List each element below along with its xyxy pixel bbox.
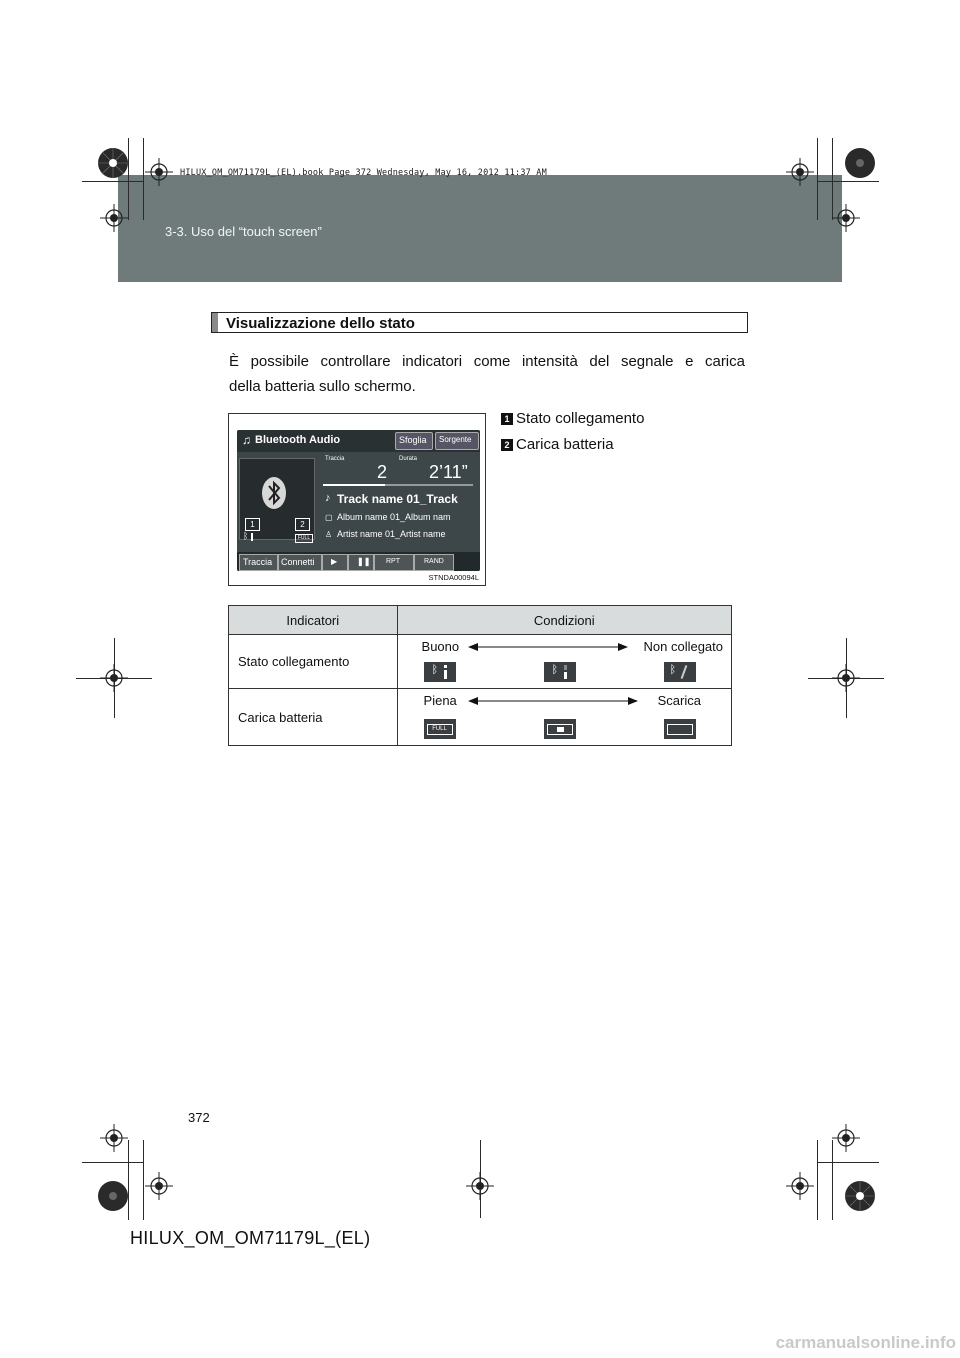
browse-button[interactable]: Sfoglia (395, 432, 433, 450)
play-icon: ▶ (331, 557, 338, 566)
intro-line-1: È possibile controllare indicatori come intensità del segnale e carica (229, 353, 745, 370)
music-note-icon: ♫ (242, 433, 251, 447)
registration-crosshair-icon (100, 204, 128, 232)
section-title-box (211, 312, 748, 333)
registration-crosshair-icon (786, 158, 814, 186)
crop-line (143, 1140, 144, 1220)
legend-label: Carica batteria (516, 436, 614, 453)
table-row (229, 635, 732, 689)
not-connected-icon: ᛒ (664, 662, 696, 682)
random-button[interactable]: RAND (414, 554, 454, 571)
album-icon: ▢ (325, 513, 333, 522)
bluetooth-small-icon: ᛒ (243, 531, 249, 541)
legend-item-1 (501, 410, 644, 427)
crop-line (817, 138, 818, 220)
scale-right-label: Non collegato (643, 639, 723, 654)
screen-figure (228, 413, 486, 586)
registration-crosshair-icon (832, 204, 860, 232)
track-duration: 2’11” (429, 462, 468, 482)
page-number: 372 (188, 1110, 210, 1125)
watermark-text: carmanualsonline.info (775, 1333, 956, 1352)
section-title-accent-bar (212, 313, 218, 332)
legend-label: Stato collegamento (516, 410, 645, 427)
play-button[interactable] (322, 554, 348, 571)
legend-item-2 (501, 436, 614, 453)
section-label: 3-3. Uso del “touch screen” (165, 224, 322, 239)
battery-empty-icon (664, 719, 696, 739)
artist-icon: ♙ (325, 530, 333, 539)
repeat-button[interactable]: RPT (374, 554, 414, 571)
footer-code: HILUX_OM_OM71179L_(EL) (130, 1228, 371, 1248)
crop-line (143, 138, 144, 220)
registration-crosshair-icon (145, 1172, 173, 1200)
signal-bars-icon (251, 533, 253, 541)
connect-button[interactable]: Connetti (278, 554, 322, 571)
bluetooth-audio-screen (237, 430, 480, 571)
crop-line (832, 1140, 833, 1220)
note-icon: ♪ (325, 492, 331, 504)
battery-full-icon: FULL (295, 534, 313, 543)
crop-line (82, 181, 144, 182)
crop-line (82, 1162, 144, 1163)
row-label: Stato collegamento (229, 635, 398, 689)
intro-line-2: della batteria sullo schermo. (229, 378, 416, 395)
bluetooth-icon (261, 476, 287, 510)
double-arrow-icon (468, 641, 628, 653)
track-label: Traccia (325, 456, 345, 462)
pause-button[interactable] (348, 554, 374, 571)
signal-medium-icon: ᛒ (544, 662, 576, 682)
registration-sunburst-icon (95, 145, 131, 181)
registration-sunburst-icon (95, 1178, 131, 1214)
source-button[interactable]: Sorgente (435, 432, 479, 450)
marker-1-badge: 1 (245, 518, 260, 531)
watermark (760, 1314, 960, 1358)
double-arrow-icon (468, 695, 638, 707)
battery-half-icon (544, 719, 576, 739)
scale-right-label: Scarica (657, 693, 701, 708)
screen-title: Bluetooth Audio (255, 434, 341, 446)
table-header-indicators: Indicatori (229, 606, 398, 635)
crop-line (817, 1162, 879, 1163)
registration-sunburst-icon (842, 145, 878, 181)
registration-crosshair-icon (786, 1172, 814, 1200)
crop-line (817, 1140, 818, 1220)
registration-crosshair-icon (145, 158, 173, 186)
signal-strong-icon: ᛒ (424, 662, 456, 682)
duration-label: Durata (399, 456, 418, 462)
row-label: Carica batteria (229, 689, 398, 746)
scale-left-label: Piena (423, 693, 457, 708)
battery-full-icon: FULL (424, 719, 456, 739)
track-button[interactable]: Traccia (239, 554, 278, 571)
condition-cell (397, 689, 731, 746)
progress-fill (323, 484, 385, 486)
figure-code: STNDA00094L (428, 573, 479, 582)
section-title: Visualizzazione dello stato (226, 315, 415, 332)
registration-sunburst-icon (842, 1178, 878, 1214)
track-number: 2 (377, 462, 388, 482)
marker-2-badge: 2 (295, 518, 310, 531)
crop-line (817, 181, 879, 182)
pause-icon: ❚❚ (357, 557, 371, 566)
registration-crosshair-icon (100, 1124, 128, 1152)
registration-crosshair-icon (832, 664, 860, 692)
condition-cell (397, 635, 731, 689)
legend-number-badge: 1 (501, 413, 513, 425)
album-name: Album name 01_Album nam (337, 512, 451, 522)
scale-left-label: Buono (421, 639, 460, 654)
registration-crosshair-icon (832, 1124, 860, 1152)
table-header-conditions: Condizioni (397, 606, 731, 635)
registration-crosshair-icon (100, 664, 128, 692)
track-name: Track name 01_Track (337, 492, 458, 506)
registration-crosshair-icon (466, 1172, 494, 1200)
table-header-row (229, 606, 732, 635)
print-stamp: HILUX_OM_OM71179L_(EL).book Page 372 Wednesday, May 16, 2012 11:37 AM (180, 168, 547, 178)
status-table (228, 605, 732, 746)
artist-name: Artist name 01_Artist name (337, 529, 446, 539)
table-row (229, 689, 732, 746)
legend-number-badge: 2 (501, 439, 513, 451)
